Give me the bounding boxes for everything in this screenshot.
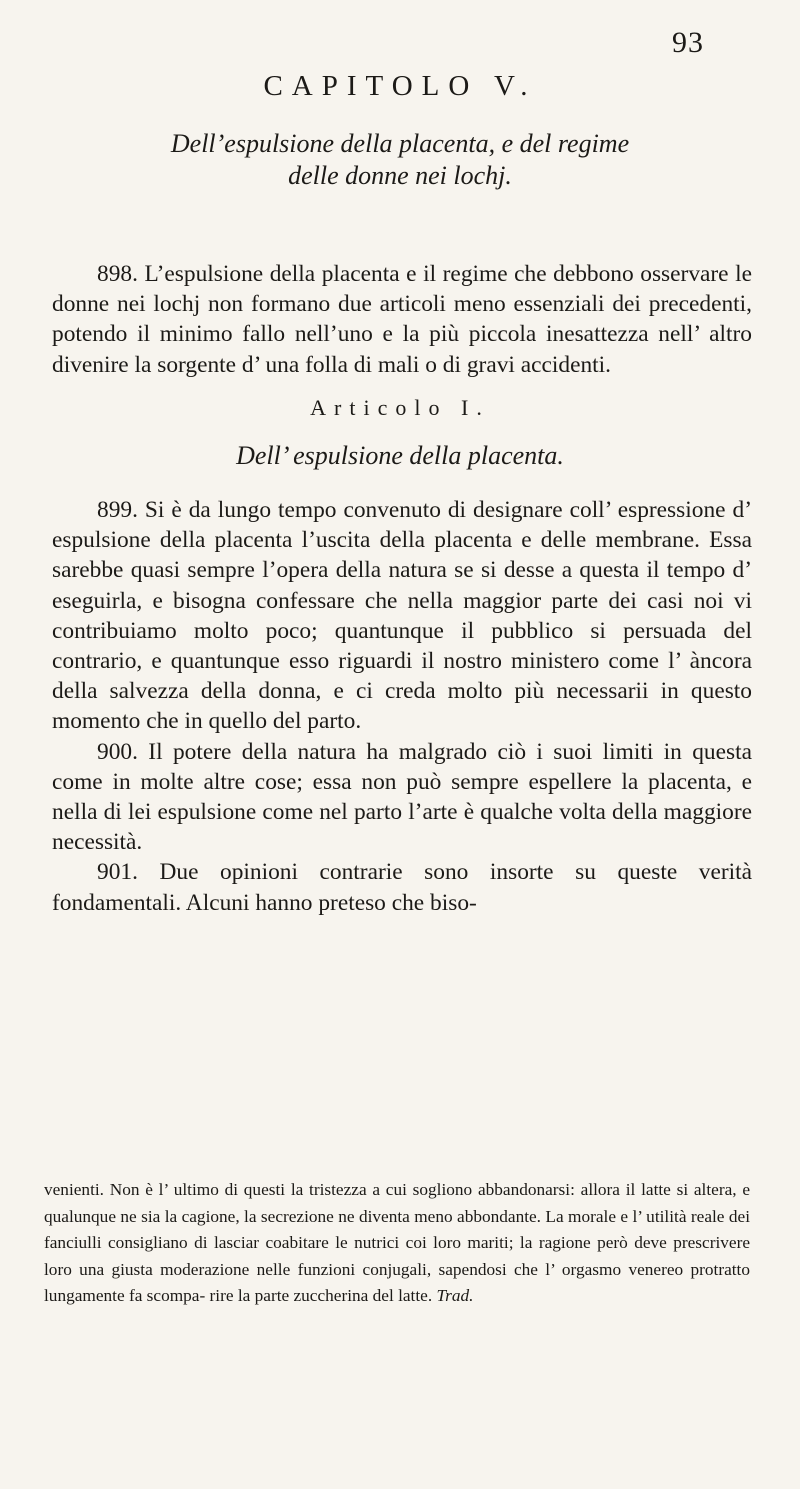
paragraph-898: 898. L’espulsione della placenta e il regime che debbono osservare le donne nei lochj non formano due articoli meno essenziali dei precedenti, potendo il minimo fallo nell’uno e la più piccola inesattezza nell’ altro divenire la sorgente d’ una folla di mali o di gravi accidenti. <box>52 261 752 378</box>
page-number: 93 <box>672 26 704 59</box>
article-heading: Articolo I. <box>310 395 490 420</box>
footnote <box>44 1177 750 1310</box>
chapter-subtitle-line-1: Dell’espulsione della placenta, e del regime <box>170 129 630 158</box>
footnote-text: venienti. Non è l’ ultimo di questi la tristezza a cui sogliono abbandonarsi: allora il latte si altera, e qualunque ne sia la cagione, la secrezione ne diventa meno abbondante. La morale e l’ utilità reale dei fanciulli consigliano di lasciar coabitare le nutrici coi loro mariti; la ragione però deve prescrivere loro una giusta moderazione nelle funzioni conjugali, sapendosi che l’ orgasmo venereo protratto lungamente fa scompa- rire la parte zuccherina del latte. <box>44 1180 750 1305</box>
article-title: Dell’ espulsione della placenta. <box>236 441 564 470</box>
chapter-subtitle-line-2: delle donne nei lochj. <box>288 161 512 190</box>
paragraph-900: 900. Il potere della natura ha malgrado ciò i suoi limiti in questa come in molte altre cose; essa non può sempre espellere la placenta, e nella di lei espulsione come nel parto l’arte è qualche volta della maggiore necessità. <box>52 738 752 856</box>
article-text <box>52 495 752 918</box>
footnote-trad: Trad. <box>436 1286 474 1305</box>
paragraph-899: 899. Si è da lungo tempo convenuto di designare coll’ espressione d’ espulsione della placenta l’uscita della placenta e delle membrane. Essa sarebbe quasi sempre l’opera della natura se si desse a questa il tempo d’ eseguirla, e bisogna confessare che nella maggior parte dei casi noi vi contribuiamo molto poco; quantunque il pubblico si persuada del contrario, e quantunque esso riguardi il nostro ministero come l’ àncora della salvezza della donna, e ci creda molto più necessarii in questo momento che in quello del parto. <box>52 497 752 735</box>
chapter-subtitle <box>0 128 800 192</box>
paragraph-901: 901. Due opinioni contrarie sono insorte su queste verità fondamentali. Alcuni hanno preteso che biso- <box>52 859 752 916</box>
chapter-title: CAPITOLO V. <box>263 70 537 102</box>
intro-text <box>52 259 752 380</box>
